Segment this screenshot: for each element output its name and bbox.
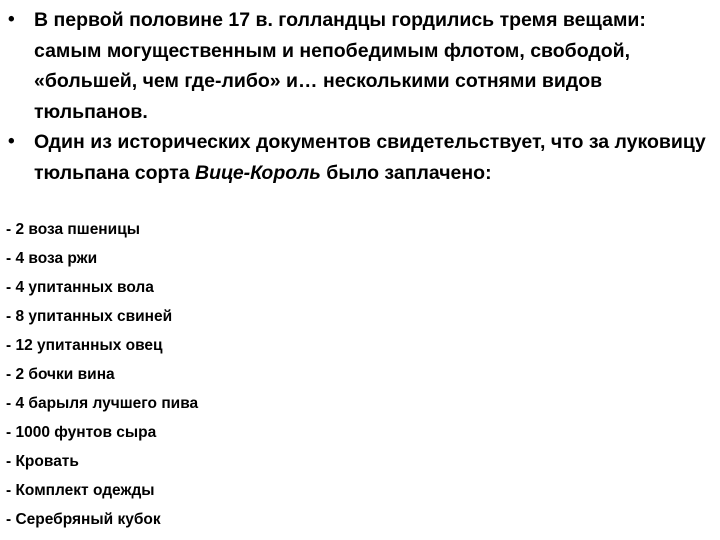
list-item: - Комплект одежды [6,482,155,499]
bullet-marker: • [8,9,15,30]
bullet-text: В первой половине 17 в. голландцы гордились тремя вещами: самым могущественным и непобедимым флотом, свободой, «большей, чем где-либо» и… несколькими сотнями видов тюльпанов. [34,9,646,123]
bullet-marker: • [8,131,15,152]
list-item: - 4 упитанных вола [6,279,154,296]
text-before-variety: Один из исторических документов свидетельствует, что за луковицу тюльпана сорта [34,131,706,184]
text-after-variety: было заплачено: [320,161,492,184]
tulip-variety-name: Вице-Король [194,161,321,184]
list-item: - 4 воза ржи [6,250,98,267]
list-item: - Серебряный кубок [6,511,161,528]
list-item: - Кровать [6,453,79,470]
list-item: - 2 бочки вина [6,366,115,383]
list-item: - 4 барыля лучшего пива [6,395,199,412]
list-item: - 12 упитанных овец [6,337,163,354]
bullet-text [34,127,716,188]
list-item: - 2 воза пшеницы [6,221,140,238]
list-item: - 8 упитанных свиней [6,308,173,325]
payment-list [6,215,198,534]
list-item: - 1000 фунтов сыра [6,424,157,441]
